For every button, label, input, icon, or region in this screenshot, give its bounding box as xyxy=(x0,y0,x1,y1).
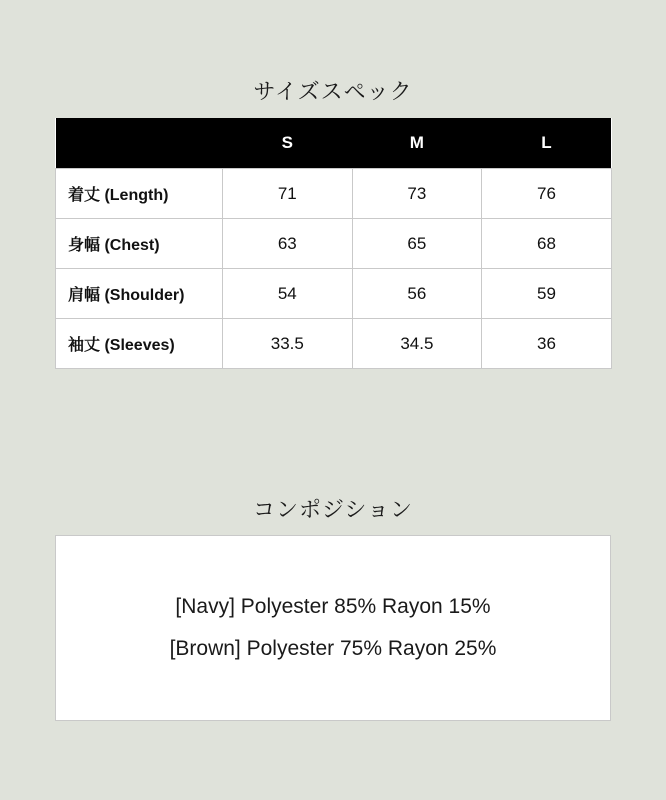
table-cell: 33.5 xyxy=(223,319,353,369)
table-cell: 59 xyxy=(482,269,612,319)
table-row xyxy=(56,169,612,219)
header-size-l: L xyxy=(482,118,612,169)
row-label-length: 着丈 (Length) xyxy=(56,169,223,219)
table-row xyxy=(56,219,612,269)
table-cell: 71 xyxy=(223,169,353,219)
header-size-m: M xyxy=(352,118,482,169)
composition-line-brown: [Brown] Polyester 75% Rayon 25% xyxy=(169,637,497,660)
composition-title: コンポジション xyxy=(252,498,413,523)
composition-line-navy: [Navy] Polyester 85% Rayon 15% xyxy=(175,595,491,618)
table-row xyxy=(56,319,612,369)
table-cell: 73 xyxy=(352,169,482,219)
table-cell: 34.5 xyxy=(352,319,482,369)
table-cell: 63 xyxy=(223,219,353,269)
row-label-sleeves: 袖丈 (Sleeves) xyxy=(56,319,223,369)
size-spec-table xyxy=(55,118,612,369)
table-cell: 54 xyxy=(223,269,353,319)
table-row xyxy=(56,269,612,319)
header-blank xyxy=(56,118,223,169)
table-cell: 65 xyxy=(352,219,482,269)
table-cell: 56 xyxy=(352,269,482,319)
table-cell: 76 xyxy=(482,169,612,219)
row-label-shoulder: 肩幅 (Shoulder) xyxy=(56,269,223,319)
size-header-row xyxy=(56,118,612,169)
header-size-s: S xyxy=(223,118,353,169)
table-cell: 68 xyxy=(482,219,612,269)
table-cell: 36 xyxy=(482,319,612,369)
row-label-chest: 身幅 (Chest) xyxy=(56,219,223,269)
composition-box xyxy=(55,535,611,721)
size-spec-title: サイズスペック xyxy=(253,80,413,105)
